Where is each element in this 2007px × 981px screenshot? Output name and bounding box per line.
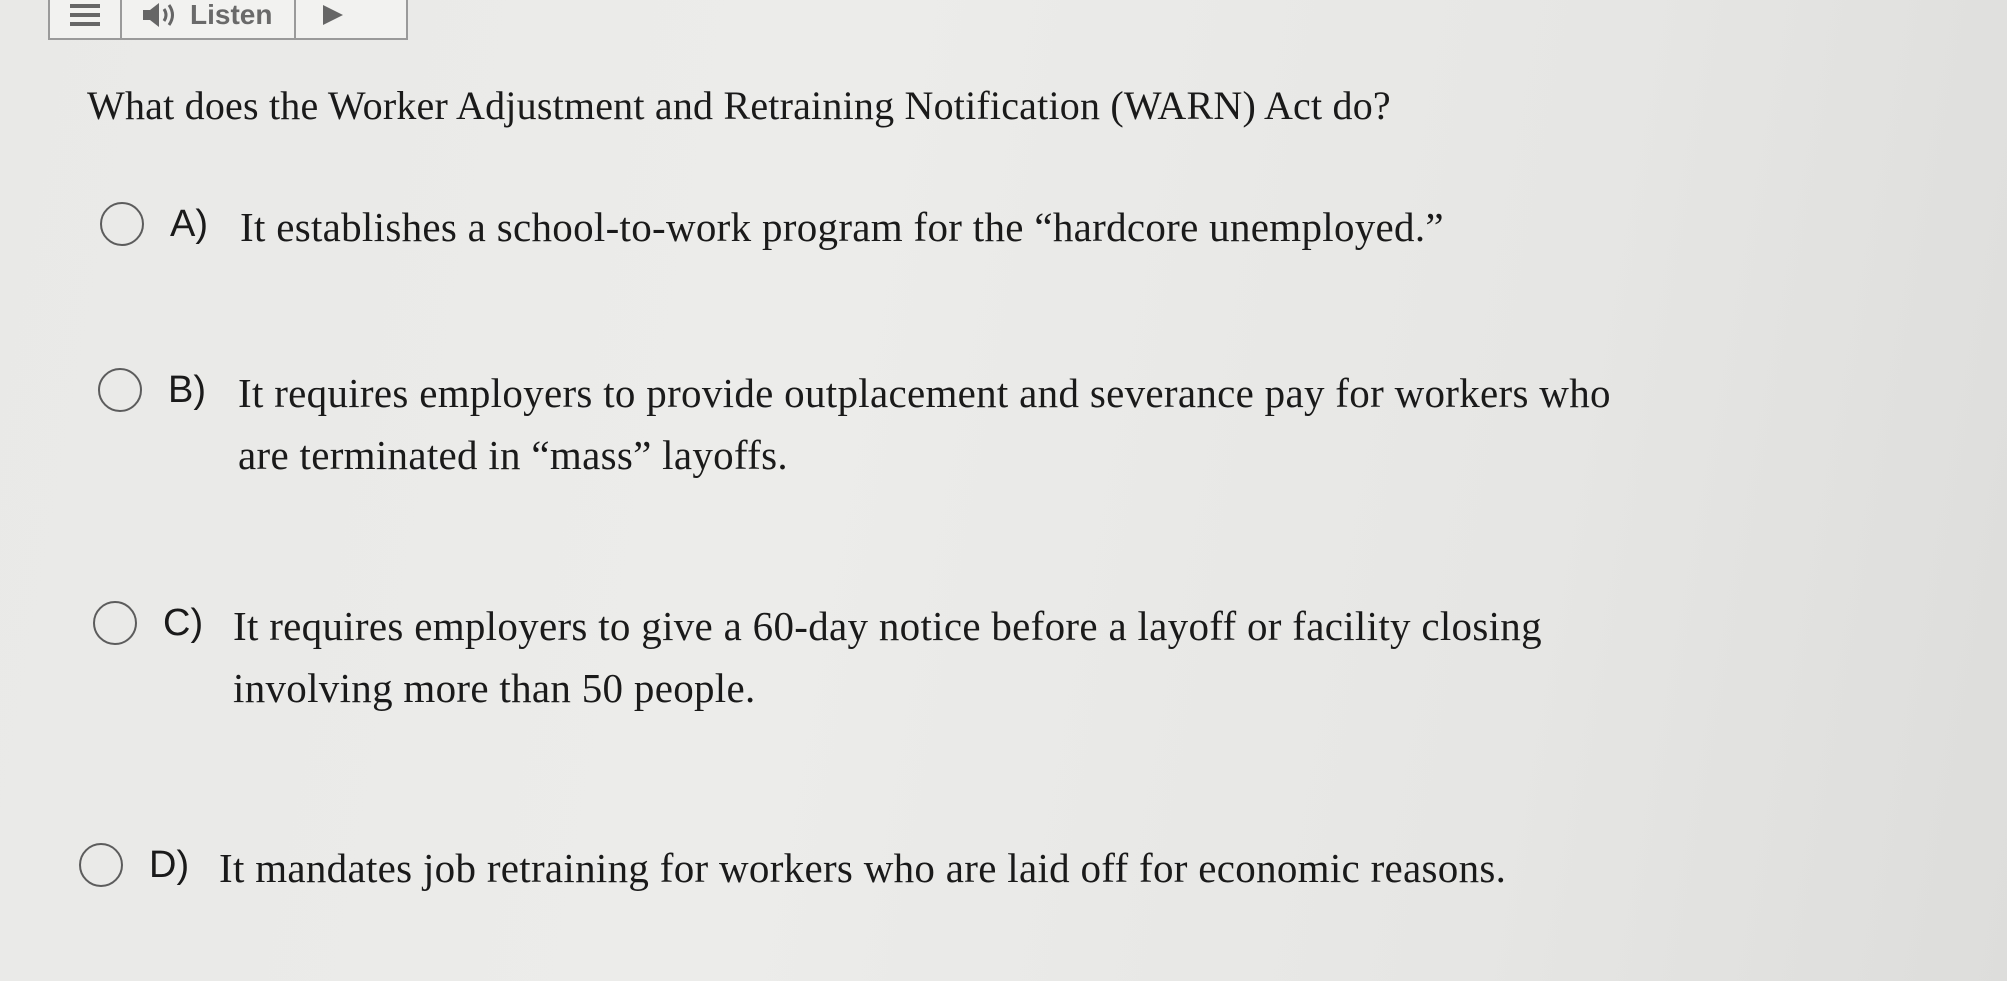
tts-toolbar: [48, 0, 408, 40]
option-c-line2: involving more than 50 people.: [233, 665, 756, 711]
option-c-letter: C): [163, 602, 204, 644]
option-d-text: [219, 837, 1506, 899]
option-d[interactable]: [79, 837, 1506, 899]
option-c[interactable]: [93, 595, 1542, 719]
menu-button[interactable]: [50, 0, 122, 38]
option-a[interactable]: [100, 196, 1444, 258]
option-a-text: [240, 196, 1444, 258]
menu-icon: [68, 2, 102, 28]
option-b-line2: are terminated in “mass” layoffs.: [238, 432, 788, 478]
speaker-icon: [140, 0, 180, 30]
option-d-line1: It mandates job retraining for workers who are laid off for economic reasons.: [219, 845, 1507, 891]
option-b-line1: It requires employers to provide outplacement and severance pay for workers who: [238, 370, 1611, 416]
option-b[interactable]: [98, 362, 1611, 486]
question-text: What does the Worker Adjustment and Retraining Notification (WARN) Act do?: [87, 83, 1391, 128]
option-b-letter: B): [168, 369, 206, 411]
option-a-line1: It establishes a school-to-work program for the “hardcore unemployed.”: [240, 204, 1444, 250]
play-button[interactable]: [296, 0, 406, 38]
play-icon: [320, 3, 346, 27]
option-a-letter: A): [170, 203, 208, 245]
listen-button[interactable]: [122, 0, 296, 38]
option-c-radio[interactable]: [93, 601, 137, 645]
listen-label: Listen: [190, 0, 273, 30]
option-c-text: [233, 595, 1542, 719]
option-a-radio[interactable]: [100, 202, 144, 246]
option-c-line1: It requires employers to give a 60-day notice before a layoff or facility closing: [233, 603, 1542, 649]
option-d-radio[interactable]: [79, 843, 123, 887]
option-b-radio[interactable]: [98, 368, 142, 412]
option-d-letter: D): [149, 844, 190, 886]
option-b-text: [238, 362, 1611, 486]
